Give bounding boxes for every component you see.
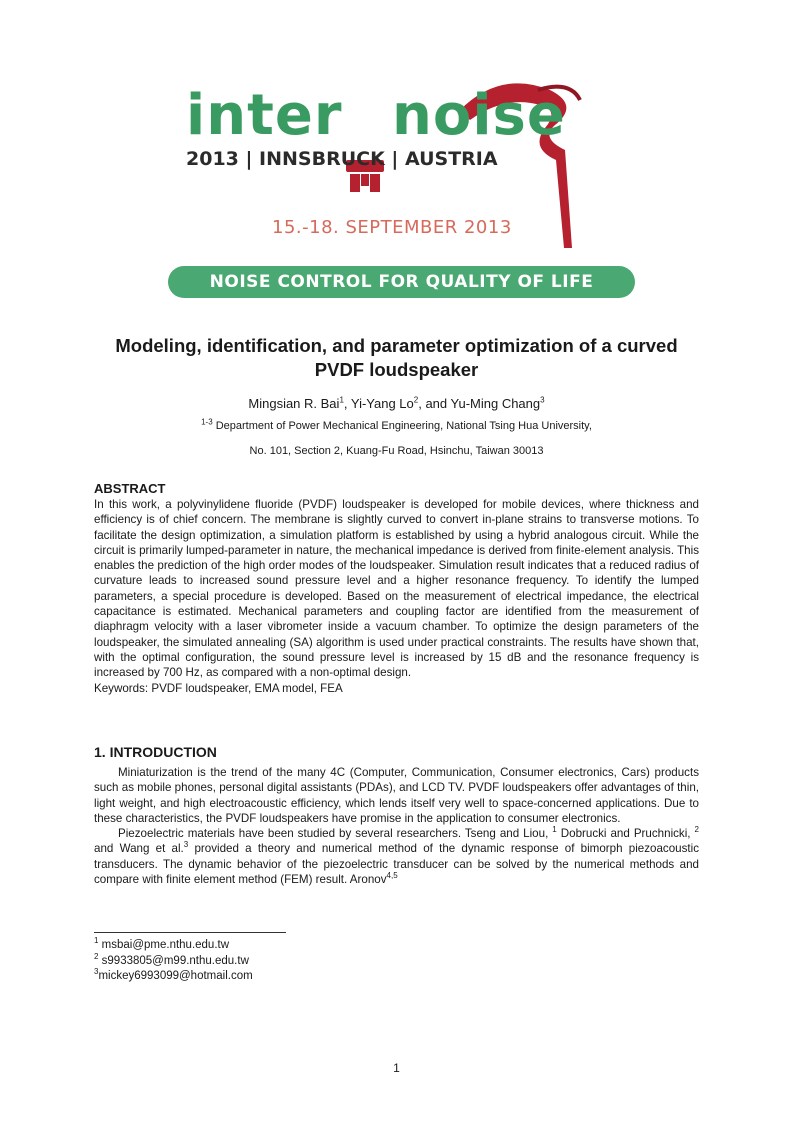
footnote: $^1$ msbai@pme.nthu.edu.tw <box>94 936 230 951</box>
affiliation-mark: 1-3 <box>201 417 213 427</box>
affiliation-line1: $^{1-3}$ Department of Power Mechanical Engineering, National Tsing Hua University, <box>201 417 592 432</box>
page-number: 1 <box>393 1061 400 1075</box>
conference-date: 15.-18. SEPTEMBER 2013 <box>272 217 512 238</box>
footnote: $^3$mickey6993099@hotmail.com <box>94 967 253 982</box>
logo-word-inter: inter <box>186 83 343 148</box>
author-mark: 1 <box>339 395 344 405</box>
author-name: Mingsian R. Bai <box>248 396 340 411</box>
author-separator: , <box>343 396 351 411</box>
abstract-body <box>94 497 699 696</box>
intro-heading: 1. INTRODUCTION <box>94 744 217 760</box>
footnote-email: msbai@pme.nthu.edu.tw <box>98 939 230 951</box>
citation-mark: 2 <box>694 825 699 835</box>
footnotes <box>94 938 253 985</box>
intro-body <box>94 765 699 887</box>
paper-title-line2: PVDF loudspeaker <box>314 359 479 380</box>
paper-title <box>60 334 733 382</box>
conference-tagline: NOISE CONTROL FOR QUALITY OF LIFE <box>168 266 635 298</box>
footnote-email: s9933805@m99.nthu.edu.tw <box>98 954 249 967</box>
intro-paragraph-2: Piezoelectric materials have been studied by several researchers. Tseng and Liou, $^1$ Dobrucki and Pruchnicki, $^2$ and Wang et al.$^3$ provided a theory and numerical method of the dynamic response of bimorph piezoacoustic transducers. The dynamic behavior of the piezoelectric transducer can be solved by the numerical methods and compare with finite element method (FEM) result. Aronov$^{4,5}$ <box>94 825 699 887</box>
abstract-text: In this work, a polyvinylidene fluoride (PVDF) loudspeaker is developed for mobile devices, where thickness and efficiency is of chief concern. The membrane is slightly curved to convert in-plane strains to transverse motions. To facilitate the design optimization, a simulation platform is established by using a hybrid analogous circuit. While the circuit is primarily lumped-parameter in nature, the mechanical impedance is derived from finite-element analysis. This enables the prediction of the high order modes of the loudspeaker. Simulation result indicates that a reduced radius of curvature leads to increased sound pressure level and a higher resonance frequency. To identify the lumped parameters, a special procedure is developed. Based on the measurement of electrical impedance, the electrical capacitance is estimated. Mechanical parameters and coupling factor are identified from the measurement of diaphragm velocity with a laser vibrometer inside a vacuum chamber. To optimize the design parameters of the loudspeaker, the simulated annealing (SA) algorithm is used under practical constraints. The results have shown that, with the optimal configuration, the sound pressure level is increased by 15 dB and the resonance frequency is increased by 700 Hz, as compared with a non-optimal design. <box>94 498 699 680</box>
affiliation-line2: No. 101, Section 2, Kuang-Fu Road, Hsinchu, Taiwan 30013 <box>249 445 544 457</box>
author-name: Yu-Ming Chang <box>450 396 541 411</box>
citation-mark: 3 <box>183 840 189 850</box>
citation-mark: 4,5 <box>386 871 398 881</box>
author-separator: , and <box>418 396 451 411</box>
author-list <box>0 396 793 411</box>
author-mark: 3 <box>540 395 545 405</box>
intro-paragraph-1: Miniaturization is the trend of the many 4C (Computer, Communication, Consumer electronics, Cars) products such as mobile phones, personal digital assistants (PDAs), and LCD TV. PVDF loudspeakers offer advantages of thin, light weight, and high electroacoustic efficiency, which lends itself very well to space-concerned applications. Due to these characteristics, the PVDF loudspeakers have promise in the application to consumer electronics. <box>94 766 699 825</box>
conference-location: 2013 | INNSBRUCK | AUSTRIA <box>186 148 498 170</box>
logo-word-noise: noise <box>392 83 566 148</box>
abstract-heading: ABSTRACT <box>94 481 166 496</box>
footnote-email: mickey6993099@hotmail.com <box>98 970 253 982</box>
paper-title-line1: Modeling, identification, and parameter optimization of a curved <box>115 335 678 356</box>
keywords: Keywords: PVDF loudspeaker, EMA model, FEA <box>94 681 343 695</box>
footnote-divider <box>94 932 286 933</box>
author-name: Yi-Yang Lo <box>350 396 414 411</box>
footnote: $^2$ s9933805@m99.nthu.edu.tw <box>94 951 249 967</box>
citation-mark: 1 <box>552 825 557 835</box>
author-mark: 2 <box>413 395 419 405</box>
